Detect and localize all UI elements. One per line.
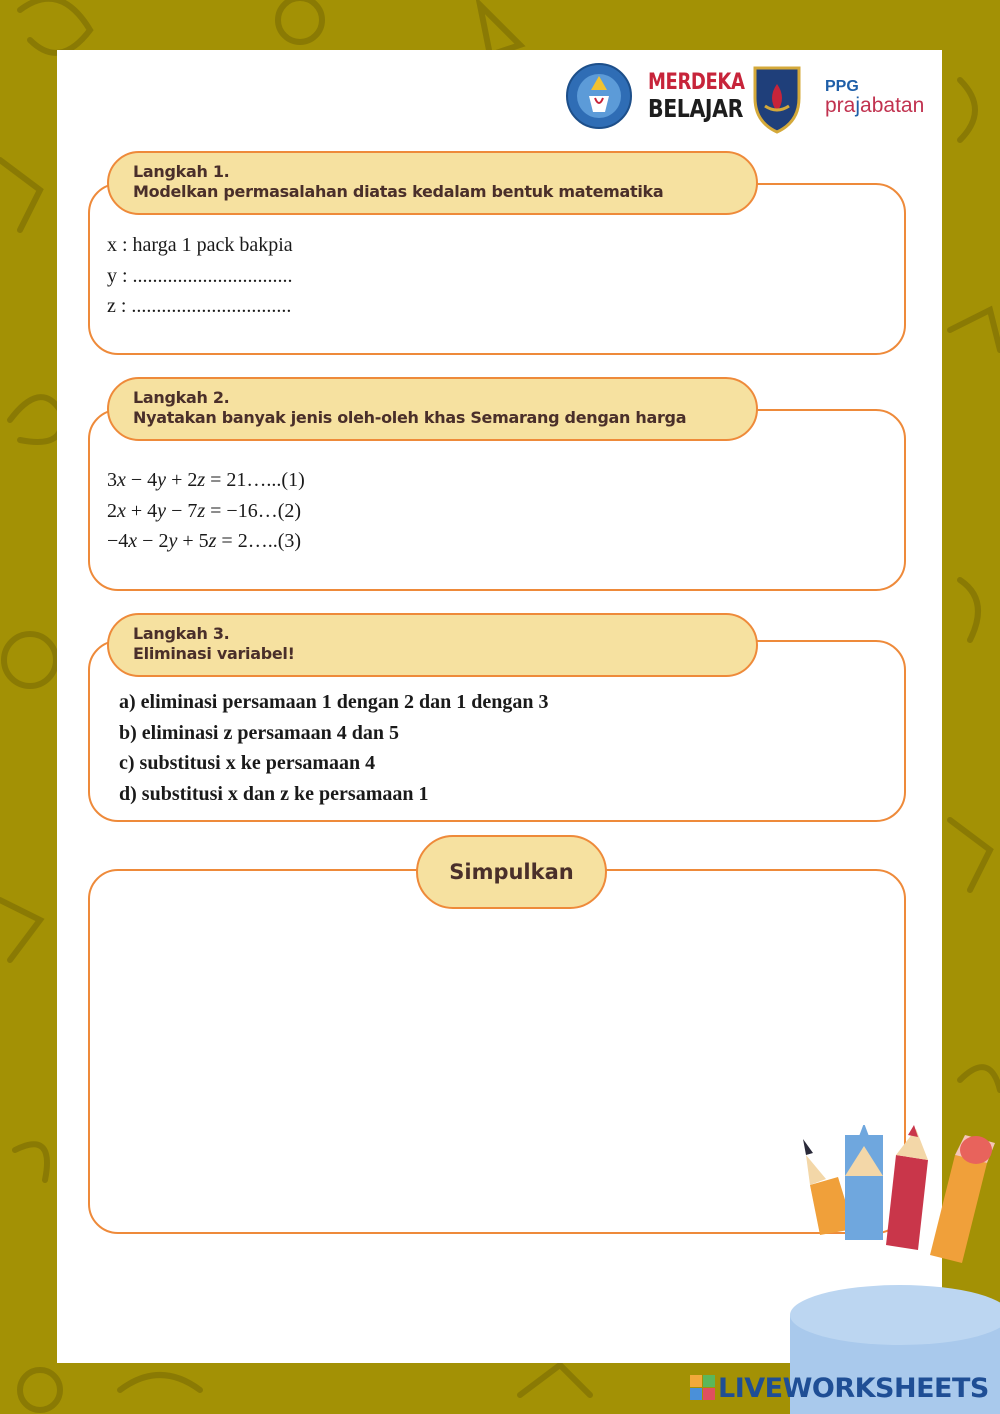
liveworksheets-text: LIVEWORKSHEETS bbox=[718, 1373, 989, 1404]
step3-item-d: d) substitusi x dan z ke persamaan 1 bbox=[119, 782, 429, 805]
step3-title: Langkah 3. bbox=[133, 624, 230, 643]
step1-title: Langkah 1. bbox=[133, 162, 230, 181]
step3-header bbox=[107, 613, 758, 677]
step3-subtitle: Eliminasi variabel! bbox=[133, 644, 295, 663]
ppg-text: PPG bbox=[825, 78, 859, 95]
kemdikbud-logo-icon bbox=[565, 62, 633, 130]
pra-text: pra bbox=[825, 94, 856, 117]
equation-2: 2x + 4y − 7z = −16…(2) bbox=[107, 499, 302, 522]
step1-header bbox=[107, 151, 758, 215]
variable-z-line[interactable]: z : ................................ bbox=[107, 295, 292, 317]
conclusion-answer-box[interactable] bbox=[88, 869, 906, 1234]
ppg-prajabatan-logo bbox=[825, 76, 924, 118]
belajar-text: BELAJAR bbox=[648, 94, 743, 123]
merdeka-text: MERDEKA bbox=[648, 70, 745, 95]
institution-shield-icon bbox=[751, 62, 803, 134]
variable-x-line: x : harga 1 pack bakpia bbox=[107, 234, 293, 256]
step1-subtitle: Modelkan permasalahan diatas kedalam bentuk matematika bbox=[133, 182, 664, 201]
equation-3: −4x − 2y + 5z = 2…..(3) bbox=[107, 530, 302, 552]
step3-item-a: a) eliminasi persamaan 1 dengan 2 dan 1 dengan 3 bbox=[119, 691, 549, 713]
header-logos bbox=[565, 62, 940, 134]
merdeka-belajar-logo bbox=[648, 70, 766, 122]
step2-title: Langkah 2. bbox=[133, 388, 230, 407]
step2-subtitle: Nyatakan banyak jenis oleh-oleh khas Semarang dengan harga bbox=[133, 408, 687, 427]
pencils-cup-illustration bbox=[790, 1125, 1000, 1414]
step3-item-c: c) substitusi x ke persamaan 4 bbox=[119, 752, 376, 774]
conclusion-header: Simpulkan bbox=[416, 835, 607, 909]
abatan-text: abatan bbox=[860, 94, 925, 117]
step3-item-b: b) eliminasi z persamaan 4 dan 5 bbox=[119, 721, 400, 744]
equation-1: 3x − 4y + 2z = 21…...(1) bbox=[107, 469, 305, 491]
step2-header bbox=[107, 377, 758, 441]
variable-y-line[interactable]: y : ................................ bbox=[107, 264, 293, 287]
j-text: j bbox=[855, 94, 861, 117]
step1-variables bbox=[107, 230, 293, 322]
liveworksheets-brand[interactable] bbox=[690, 1372, 989, 1406]
elimination-steps bbox=[119, 687, 549, 809]
liveworksheets-logo-icon bbox=[690, 1375, 716, 1401]
equation-system bbox=[107, 465, 305, 557]
